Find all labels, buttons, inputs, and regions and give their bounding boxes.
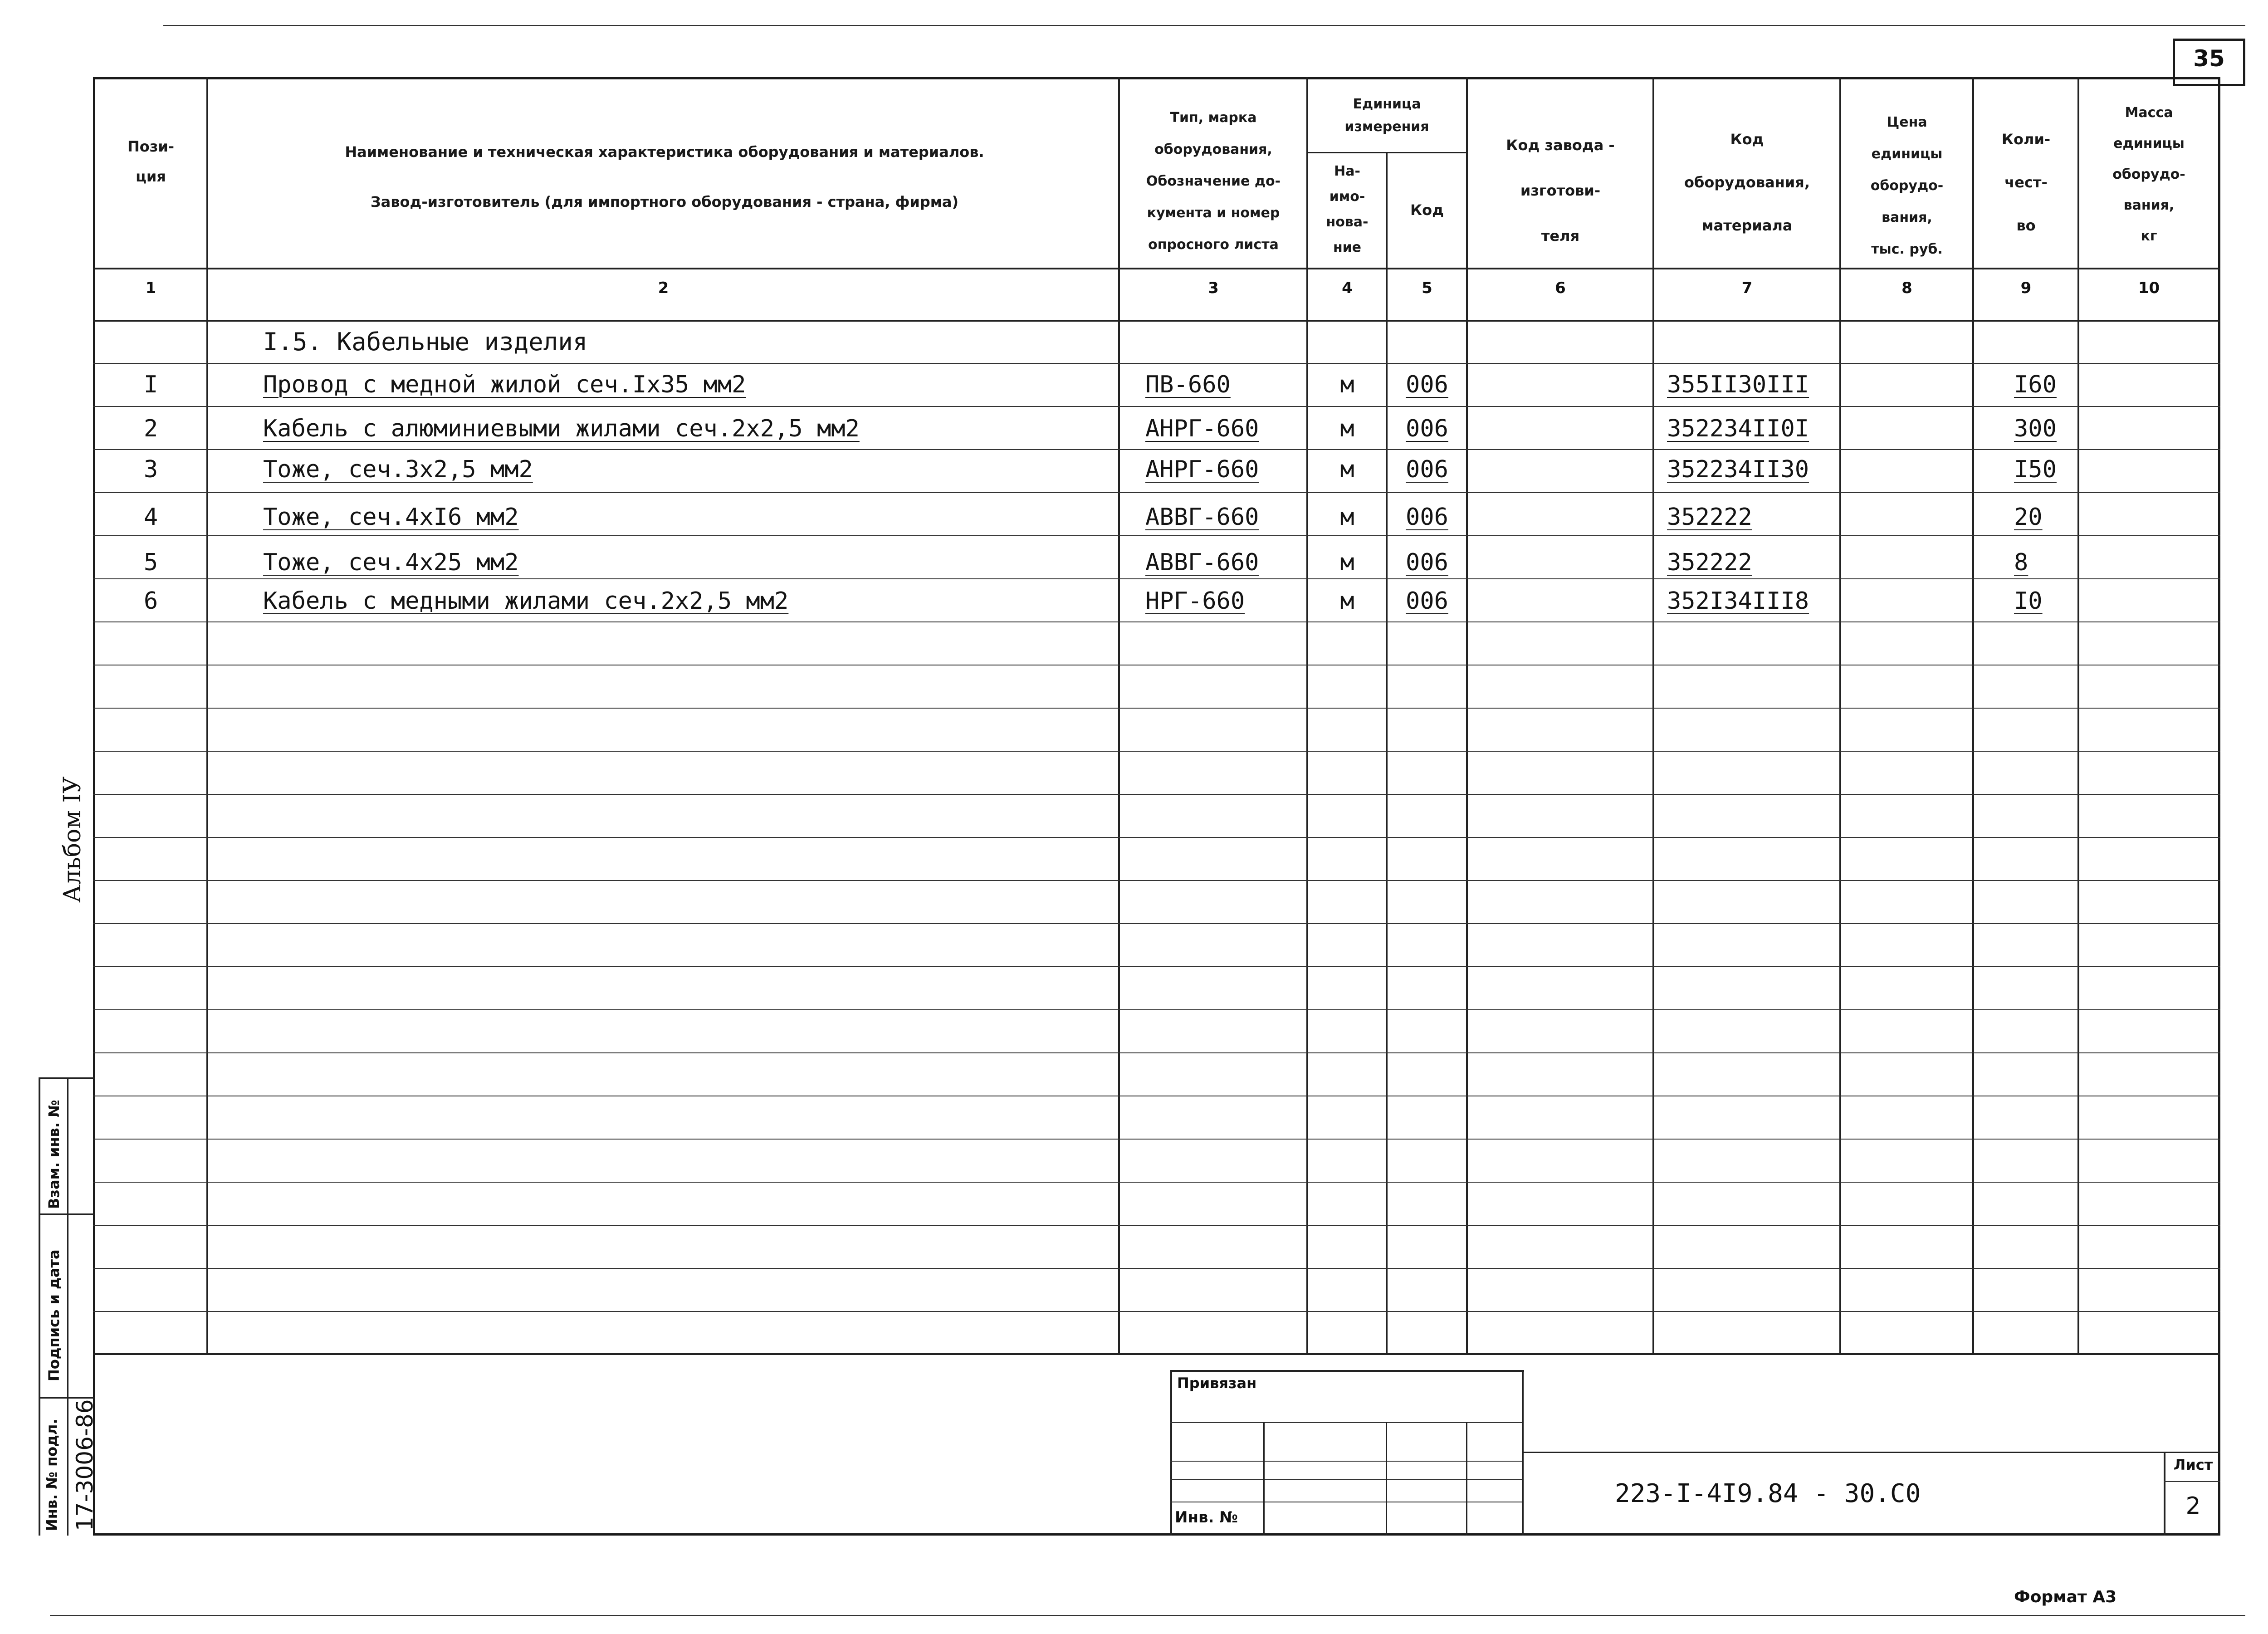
inv-no-label: Инв. №: [1175, 1508, 1238, 1526]
row-qty: I0: [2014, 587, 2043, 615]
row-type: НРГ-660: [1145, 587, 1245, 615]
list-value: 2: [2185, 1492, 2201, 1520]
row-code: 006: [1406, 549, 1448, 576]
section-title: I.5. Кабельные изделия: [263, 328, 588, 356]
list-label: Лист: [2173, 1456, 2213, 1473]
row-code: 006: [1406, 504, 1448, 531]
row-qty: I50: [2014, 456, 2057, 483]
colnum-8: 8: [1901, 279, 1912, 297]
colnum-6: 6: [1555, 279, 1566, 297]
header-col1: Пози- ция: [127, 138, 175, 185]
podpis-label: Подпись и дата: [45, 1249, 63, 1381]
document-code: 223-I-4I9.84 - 30.С0: [1615, 1479, 1921, 1508]
row-pos: 6: [143, 587, 158, 615]
vzam-inv-label: Взам. инв. №: [45, 1100, 63, 1209]
album-label: Альбом IУ: [59, 776, 86, 903]
colnum-9: 9: [2020, 279, 2032, 297]
row-name: Тоже, сеч.4х25 мм2: [263, 549, 519, 576]
side-strip-border: [39, 1077, 40, 1536]
header-line: [93, 320, 2220, 322]
colnum-7: 7: [1741, 279, 1753, 297]
row-pos: 4: [143, 504, 158, 531]
side-strip-divider: [67, 1077, 68, 1536]
header-col5: Код: [1410, 201, 1444, 219]
col-line: [1386, 152, 1388, 1354]
row-equip-code: 352234II0I: [1667, 415, 1809, 442]
colnum-2: 2: [658, 279, 669, 297]
row-equip-code: 352222: [1667, 549, 1752, 576]
row-name: Тоже, сеч.4хI6 мм2: [263, 504, 519, 531]
row-name: Провод с медной жилой сеч.Iх35 мм2: [263, 371, 746, 398]
format-label: Формат А3: [2014, 1588, 2117, 1606]
row-unit: м: [1340, 415, 1354, 442]
row-unit: м: [1340, 456, 1354, 483]
row-type: АНРГ-660: [1145, 415, 1259, 442]
row-code: 006: [1406, 415, 1448, 442]
row-code: 006: [1406, 456, 1448, 483]
row-type: АНРГ-660: [1145, 456, 1259, 483]
row-qty: 300: [2014, 415, 2057, 442]
row-unit: м: [1340, 504, 1354, 531]
header-col2: Наименование и техническая характеристика оборудования и материалов. Завод-изготовитель (для импортного оборудования - страна, фирма): [345, 143, 984, 210]
inv-podl-value: 17-3006-86: [72, 1399, 98, 1531]
row-name: Тоже, сеч.3х2,5 мм2: [263, 456, 533, 483]
header-col8: Цена единицы оборудо- вания, тыс. руб.: [1870, 114, 1944, 257]
row-name: Кабель с медными жилами сеч.2х2,5 мм2: [263, 587, 789, 615]
row-code: 006: [1406, 371, 1448, 398]
row-code: 006: [1406, 587, 1448, 615]
colnum-3: 3: [1208, 279, 1219, 297]
row-unit: м: [1340, 549, 1354, 576]
row-type: ПВ-660: [1145, 371, 1231, 398]
header-line: [93, 268, 2220, 269]
row-qty: 8: [2014, 549, 2028, 576]
row-name: Кабель с алюминиевыми жилами сеч.2х2,5 мм2: [263, 415, 860, 442]
colnum-10: 10: [2138, 279, 2160, 297]
header-col7: Код оборудования, материала: [1684, 131, 1810, 234]
header-col6: Код завода - изготови- теля: [1506, 137, 1615, 245]
row-equip-code: 355II30III: [1667, 371, 1809, 398]
row-pos: 5: [143, 549, 158, 576]
row-type: АВВГ-660: [1145, 549, 1259, 576]
privyazan-label: Привязан: [1177, 1375, 1257, 1392]
inv-podl-label: Инв. № подл.: [43, 1419, 60, 1531]
header-line: [1306, 152, 1466, 153]
row-equip-code: 352234II30: [1667, 456, 1809, 483]
colnum-1: 1: [145, 279, 156, 297]
row-qty: I60: [2014, 371, 2057, 398]
bottom-trim-line: [50, 1615, 2245, 1616]
row-equip-code: 352222: [1667, 504, 1752, 531]
row-pos: I: [143, 371, 158, 398]
header-col3: Тип, марка оборудования, Обозначение до- кумента и номер опросного листа: [1146, 110, 1281, 253]
row-pos: 3: [143, 456, 158, 483]
header-col4: На- имо- нова- ние: [1326, 163, 1369, 255]
colnum-5: 5: [1422, 279, 1432, 297]
sheet-number-top: 35: [2193, 45, 2225, 72]
header-col10: Масса единицы оборудо- вания, кг: [2112, 105, 2185, 244]
header-unit-group: Единица измерения: [1344, 96, 1429, 135]
row-equip-code: 352I34III8: [1667, 587, 1809, 615]
row-qty: 20: [2014, 504, 2043, 531]
row-unit: м: [1340, 371, 1354, 398]
top-trim-line: [163, 25, 2245, 26]
row-pos: 2: [143, 415, 158, 442]
header-col9: Коли- чест- во: [2001, 131, 2051, 234]
colnum-4: 4: [1342, 279, 1353, 297]
row-type: АВВГ-660: [1145, 504, 1259, 531]
row-unit: м: [1340, 587, 1354, 615]
